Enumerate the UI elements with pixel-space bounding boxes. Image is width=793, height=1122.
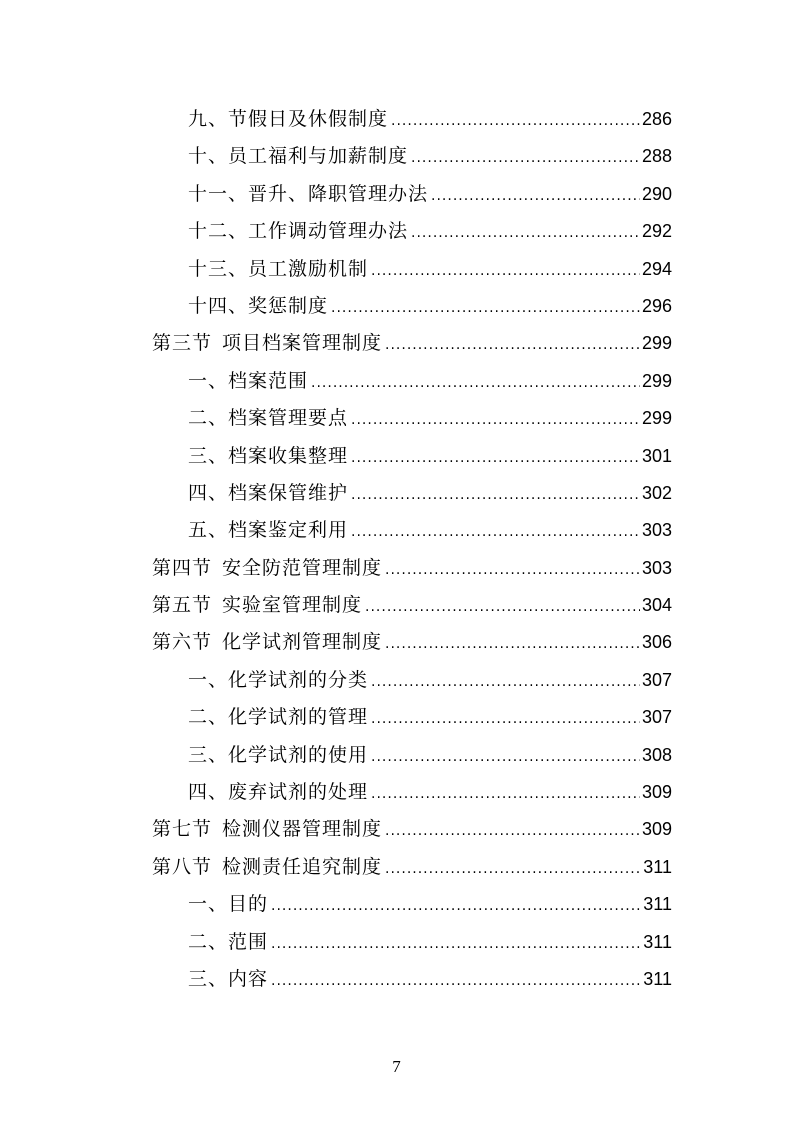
toc-entry-title: 一、化学试剂的分类 xyxy=(188,668,369,691)
toc-entry-title: 十一、晋升、降职管理办法 xyxy=(188,182,429,205)
toc-entry-title: 二、范围 xyxy=(188,930,269,953)
toc-section-label: 第七节 xyxy=(152,818,213,841)
toc-entry-title xyxy=(152,550,382,587)
toc-subsection-entry[interactable] xyxy=(152,512,672,549)
toc-section-title: 化学试剂管理制度 xyxy=(222,631,383,654)
toc-entry-title: 十四、奖惩制度 xyxy=(188,294,329,317)
toc-dot-leader xyxy=(371,253,640,290)
toc-entry-title: 三、档案收集整理 xyxy=(188,444,349,467)
toc-page-number: 309 xyxy=(641,782,672,803)
toc-dot-leader xyxy=(385,626,640,663)
toc-section-title: 实验室管理制度 xyxy=(222,594,363,617)
toc-section-label: 第三节 xyxy=(152,332,213,355)
toc-page-number: 301 xyxy=(641,445,672,466)
toc-entry-title: 十三、员工激励机制 xyxy=(188,257,369,280)
toc-page-number: 303 xyxy=(641,557,672,578)
toc-entry-title: 二、化学试剂的管理 xyxy=(188,706,369,729)
toc-subsection-entry[interactable] xyxy=(152,737,672,774)
toc-page-number: 311 xyxy=(643,968,672,989)
toc-subsection-entry[interactable] xyxy=(152,288,672,325)
toc-dot-leader xyxy=(371,776,640,813)
toc-section-title: 项目档案管理制度 xyxy=(222,332,383,355)
toc-page-number: 311 xyxy=(643,894,672,915)
toc-page-number: 288 xyxy=(641,146,672,167)
toc-page-number: 294 xyxy=(641,258,672,279)
toc-entry-title: 一、档案范围 xyxy=(188,369,309,392)
toc-entry-title: 三、内容 xyxy=(188,967,269,990)
toc-subsection-entry[interactable] xyxy=(152,138,672,175)
toc-subsection-entry[interactable] xyxy=(152,213,672,250)
toc-section-title: 检测仪器管理制度 xyxy=(222,818,383,841)
toc-page-number: 292 xyxy=(641,221,672,242)
toc-page-number: 286 xyxy=(641,109,672,129)
toc-page-number: 309 xyxy=(641,819,672,840)
toc-page-number: 307 xyxy=(641,707,672,728)
toc-page-number: 299 xyxy=(641,333,672,354)
toc-dot-leader xyxy=(385,327,640,364)
toc-dot-leader xyxy=(411,140,640,177)
toc-dot-leader xyxy=(351,514,640,551)
toc-page-number: 299 xyxy=(641,370,672,391)
toc-dot-leader xyxy=(371,739,640,776)
toc-entry-title: 五、档案鉴定利用 xyxy=(188,519,349,542)
toc-dot-leader xyxy=(371,701,640,738)
toc-subsection-entry[interactable] xyxy=(152,699,672,736)
toc-dot-leader xyxy=(351,440,640,477)
toc-subsection-entry[interactable] xyxy=(152,101,672,138)
toc-page-number: 303 xyxy=(641,520,672,541)
toc-page-number: 306 xyxy=(641,632,672,653)
toc-dot-leader xyxy=(385,813,640,850)
toc-dot-leader xyxy=(271,926,641,963)
toc-section-entry[interactable] xyxy=(152,550,672,587)
toc-page-number: 299 xyxy=(641,408,672,429)
toc-entry-title: 四、档案保管维护 xyxy=(188,481,349,504)
toc-page-number: 290 xyxy=(641,183,672,204)
toc-section-entry[interactable] xyxy=(152,811,672,848)
toc-dot-leader xyxy=(351,402,640,439)
toc-entry-title xyxy=(152,587,362,624)
toc-dot-leader xyxy=(351,477,640,514)
toc-dot-leader xyxy=(331,290,640,327)
toc-dot-leader xyxy=(371,664,640,701)
toc-section-entry[interactable] xyxy=(152,325,672,362)
toc-dot-leader xyxy=(391,103,640,140)
toc-section-title: 安全防范管理制度 xyxy=(222,556,383,579)
toc-section-entry[interactable] xyxy=(152,587,672,624)
toc-section-label: 第四节 xyxy=(152,556,213,579)
toc-dot-leader xyxy=(411,215,640,252)
toc-section-label: 第六节 xyxy=(152,631,213,654)
toc-entry-title xyxy=(152,624,382,661)
toc-dot-leader xyxy=(271,888,641,925)
toc-entry-title xyxy=(152,849,382,886)
toc-dot-leader xyxy=(385,851,641,888)
toc-entry-title: 二、档案管理要点 xyxy=(188,407,349,430)
toc-subsection-entry[interactable] xyxy=(152,438,672,475)
toc-dot-leader xyxy=(431,178,640,215)
toc-subsection-entry[interactable] xyxy=(152,662,672,699)
toc-entry-title: 十二、工作调动管理办法 xyxy=(188,220,409,243)
toc-entry-title: 十、员工福利与加薪制度 xyxy=(188,145,409,168)
toc-subsection-entry[interactable] xyxy=(152,961,672,998)
toc-subsection-entry[interactable] xyxy=(152,176,672,213)
toc-page-number: 308 xyxy=(641,744,672,765)
toc-page-number: 296 xyxy=(641,295,672,316)
toc-section-label: 第八节 xyxy=(152,855,213,878)
toc-entry-title xyxy=(152,811,382,848)
toc-subsection-entry[interactable] xyxy=(152,363,672,400)
toc-subsection-entry[interactable] xyxy=(152,774,672,811)
toc-subsection-entry[interactable] xyxy=(152,886,672,923)
toc-page-number: 304 xyxy=(641,595,672,616)
toc-page-number: 302 xyxy=(641,482,672,503)
toc-subsection-entry[interactable] xyxy=(152,400,672,437)
toc-section-entry[interactable] xyxy=(152,624,672,661)
toc-entry-title: 四、废弃试剂的处理 xyxy=(188,781,369,804)
toc-dot-leader xyxy=(311,365,640,402)
toc-section-label: 第五节 xyxy=(152,594,213,617)
table-of-contents xyxy=(152,101,672,998)
toc-dot-leader xyxy=(385,552,640,589)
toc-subsection-entry[interactable] xyxy=(152,475,672,512)
toc-page-number: 311 xyxy=(643,856,672,877)
toc-section-title: 检测责任追究制度 xyxy=(222,855,383,878)
toc-subsection-entry[interactable] xyxy=(152,924,672,961)
toc-entry-title xyxy=(152,325,382,362)
toc-subsection-entry[interactable] xyxy=(152,251,672,288)
toc-section-entry[interactable] xyxy=(152,849,672,886)
toc-page-number: 311 xyxy=(643,931,672,952)
toc-dot-leader xyxy=(271,963,641,1000)
toc-entry-title: 三、化学试剂的使用 xyxy=(188,743,369,766)
toc-entry-title: 一、目的 xyxy=(188,893,269,916)
page-number: 7 xyxy=(392,1057,401,1076)
toc-page-number: 307 xyxy=(641,669,672,690)
toc-entry-title: 九、节假日及休假制度 xyxy=(188,108,389,130)
toc-dot-leader xyxy=(365,589,640,626)
